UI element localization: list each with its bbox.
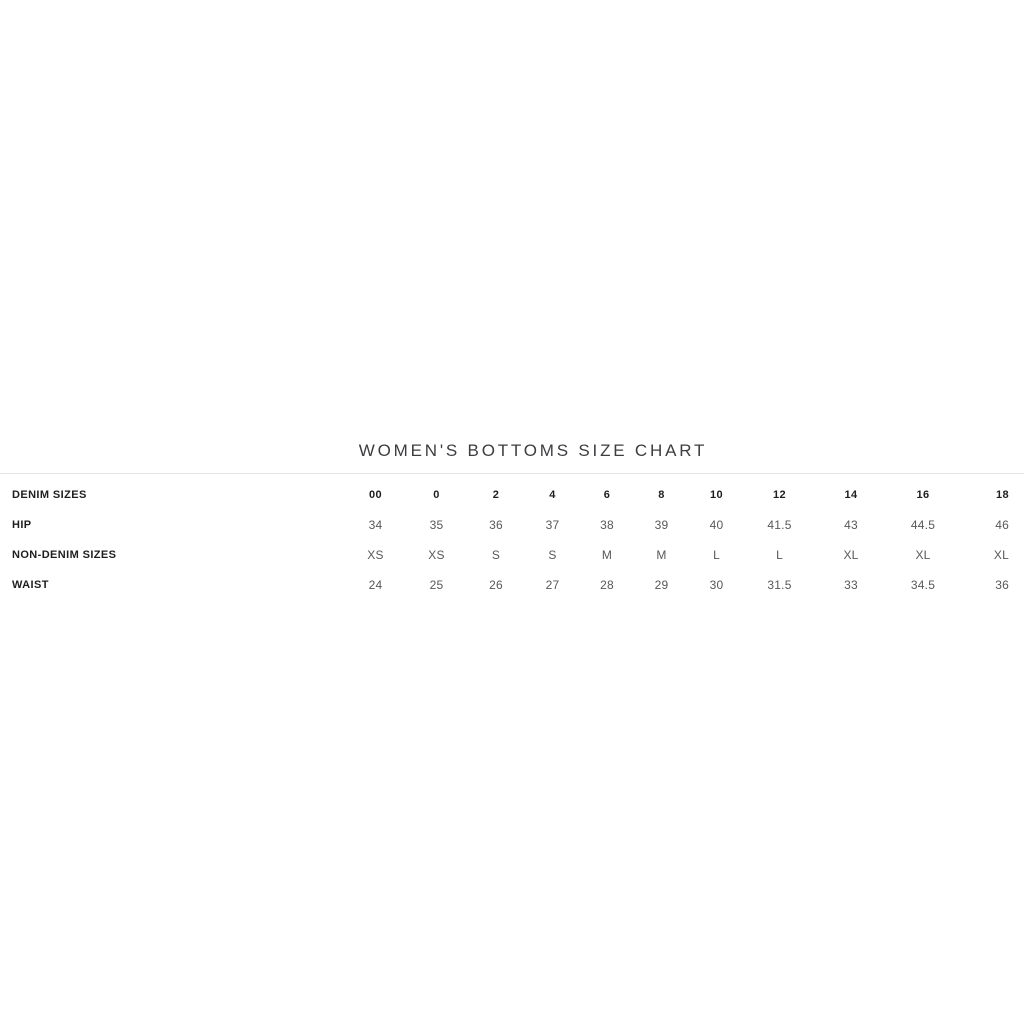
size-value-cell: XS: [367, 548, 384, 562]
size-value-cell: 38: [600, 518, 614, 532]
table-row-non-denim-sizes: [10, 540, 1014, 570]
size-value-cell: 36: [489, 518, 503, 532]
row-label: WAIST: [12, 579, 49, 591]
size-value-cell: 27: [545, 578, 560, 592]
size-chart-divider: [0, 473, 1024, 600]
size-value-cell: 40: [709, 518, 724, 532]
size-value-cell: 43: [844, 518, 858, 532]
size-value-cell: XL: [843, 548, 859, 562]
row-label: HIP: [12, 519, 32, 531]
size-value-cell: 39: [654, 518, 669, 532]
size-value-cell: 35: [429, 518, 444, 532]
size-value-cell: XS: [428, 548, 445, 562]
size-value-cell: 25: [429, 578, 444, 592]
size-value-cell: 36: [995, 578, 1009, 592]
size-value-cell: XL: [993, 548, 1009, 562]
size-value-cell: 37: [545, 518, 560, 532]
size-value-cell: 12: [772, 489, 787, 501]
size-value-cell: 44.5: [910, 518, 936, 532]
size-value-cell: 16: [916, 489, 930, 501]
size-value-cell: 14: [844, 489, 858, 501]
size-value-cell: 6: [603, 489, 611, 501]
size-chart-table: [10, 474, 1014, 600]
size-value-cell: XL: [915, 548, 931, 562]
size-value-cell: 33: [844, 578, 858, 592]
size-value-cell: 2: [492, 489, 500, 501]
size-value-cell: 0: [433, 489, 440, 501]
size-value-cell: 00: [368, 489, 383, 501]
size-chart-title: WOMEN'S BOTTOMS SIZE CHART: [358, 441, 708, 460]
size-value-cell: 18: [995, 489, 1009, 501]
size-value-cell: M: [601, 548, 613, 562]
size-value-cell: 31.5: [767, 578, 792, 592]
size-value-cell: 46: [995, 518, 1009, 532]
row-label: DENIM SIZES: [12, 489, 87, 501]
size-value-cell: 24: [368, 578, 383, 592]
row-label: NON-DENIM SIZES: [12, 549, 117, 561]
size-value-cell: 29: [654, 578, 669, 592]
size-value-cell: 34: [368, 518, 383, 532]
table-row-hip: [10, 510, 1014, 540]
size-value-cell: 10: [709, 489, 724, 501]
size-value-cell: M: [656, 548, 667, 562]
size-value-cell: 28: [600, 578, 614, 592]
size-value-cell: L: [776, 548, 783, 562]
size-value-cell: 8: [658, 489, 665, 501]
size-value-cell: 41.5: [767, 518, 792, 532]
size-value-cell: 34.5: [910, 578, 936, 592]
size-value-cell: S: [491, 548, 501, 562]
table-row-denim-sizes: [10, 474, 1014, 510]
size-value-cell: S: [548, 548, 557, 562]
size-value-cell: 4: [549, 489, 556, 501]
table-row-waist: [10, 570, 1014, 600]
size-value-cell: 26: [489, 578, 503, 592]
size-value-cell: 30: [709, 578, 724, 592]
size-value-cell: L: [713, 548, 720, 562]
